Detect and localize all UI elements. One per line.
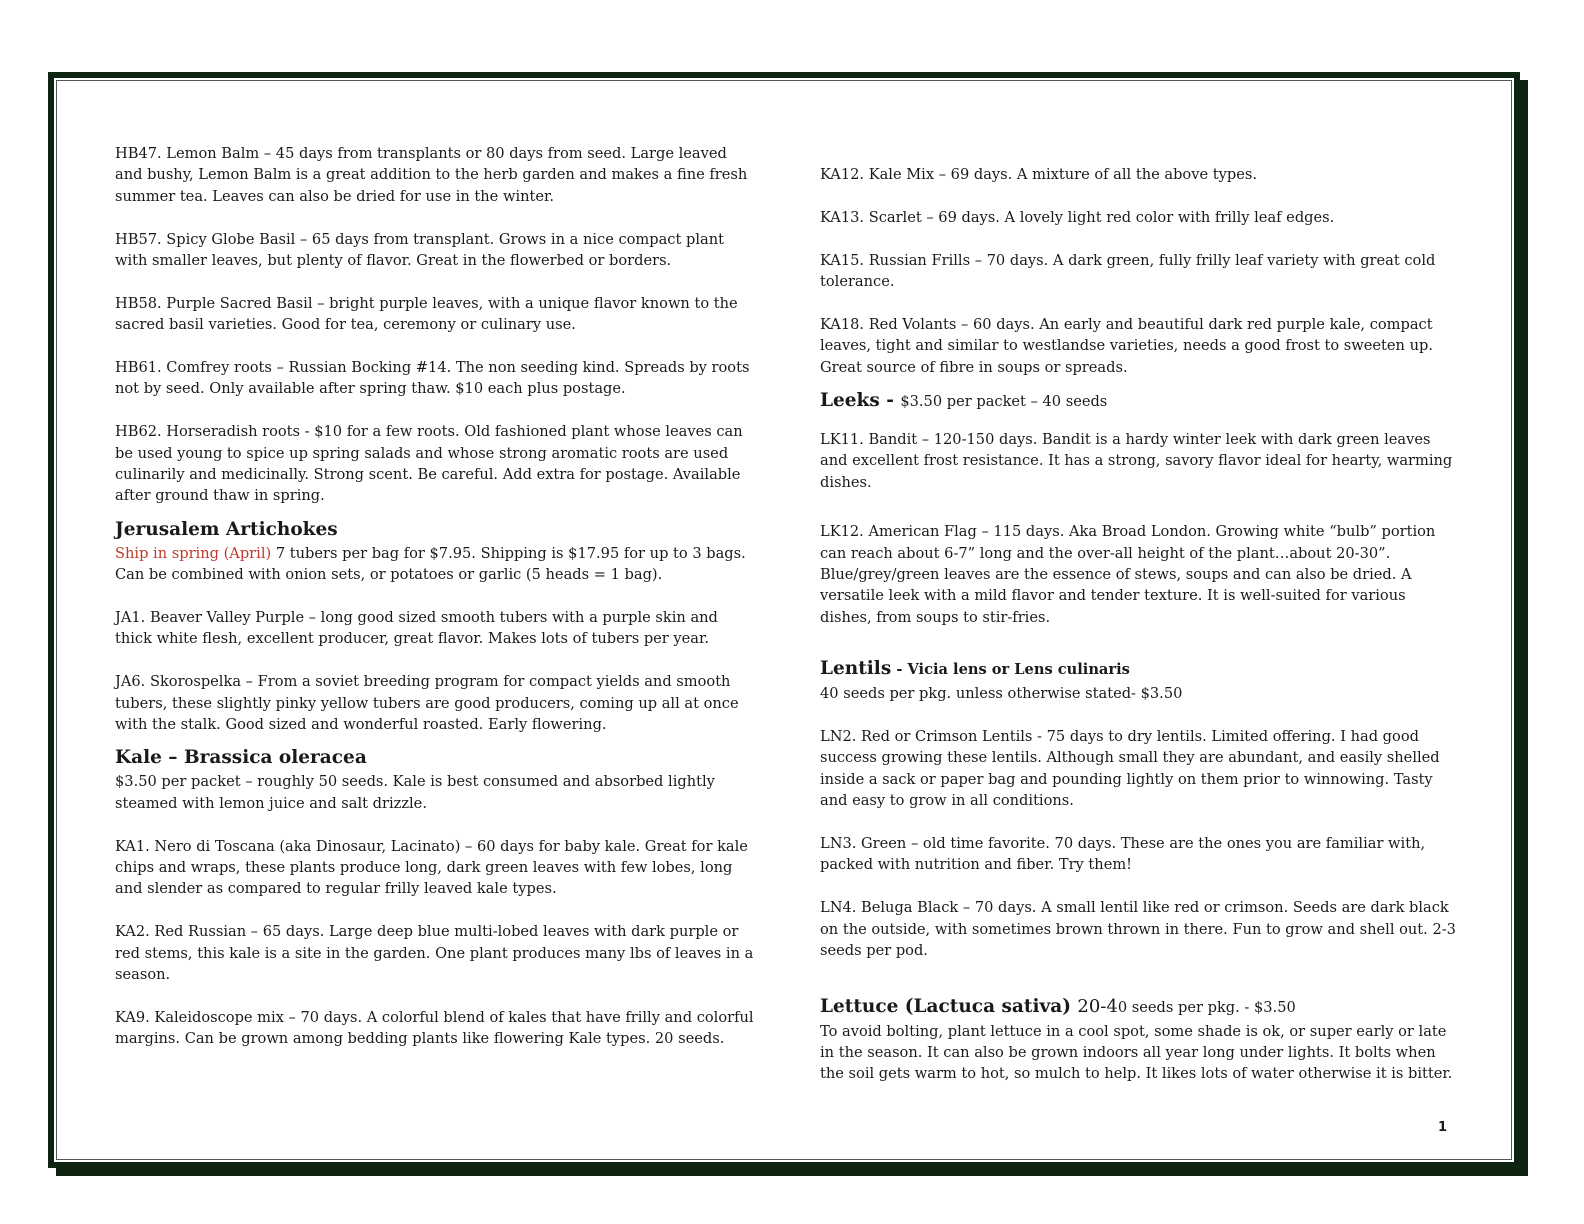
left-column (115, 143, 755, 1071)
item-ka13: KA13. Scarlet – 69 days. A lovely light red color with frilly leaf edges. (820, 208, 1335, 226)
lentils-intro: 40 seeds per pkg. unless otherwise stated- $3.50 (820, 685, 1183, 703)
lettuce-price: 0 seeds per pkg. - $3.50 (1117, 998, 1296, 1016)
lettuce-intro: To avoid bolting, plant lettuce in a cool spot, some shade is ok, or super early or late in the season. It can also be grown indoors all year long under lights. It bolts when the soil gets warm to hot, so mulch to help. It likes lots of water otherwise it is bitter. (820, 1022, 1453, 1083)
jerusalem-artichokes-intro-text: 7 tubers per bag for $7.95. Shipping is $17.95 for up to 3 bags. Can be combined with onion sets, or potatoes or garlic (5 heads = 1 bag). (115, 544, 746, 584)
item-lk11: LK11. Bandit – 120-150 days. Bandit is a hardy winter leek with dark green leaves and excellent frost resistance. It has a strong, savory flavor ideal for hearty, warming dishes. (820, 431, 1453, 491)
item-ja1: JA1. Beaver Valley Purple – long good sized smooth tubers with a purple skin and thick white flesh, excellent producer, great flavor. Makes lots of tubers per year. (115, 609, 718, 648)
item-ka12: KA12. Kale Mix – 69 days. A mixture of all the above types. (820, 166, 1257, 183)
lentils-title: Lentils (820, 658, 892, 680)
item-hb61: HB61. Comfrey roots – Russian Bocking #14. The non seeding kind. Spreads by roots not by seed. Only available after spring thaw. $10 each plus postage. (115, 359, 750, 398)
item-hb62: HB62. Horseradish roots - $10 for a few roots. Old fashioned plant whose leaves can be used young to spice up spring salads and whose strong aromatic roots are used culinarily and medicinally. Strong scent. Be careful. Add extra for postage. Available after ground thaw in spring. (115, 423, 743, 505)
page-number: 1 (1438, 1120, 1448, 1135)
section-heading-jerusalem-artichokes: Jerusalem Artichokes (115, 518, 338, 540)
section-heading-lentils (820, 656, 1460, 683)
item-ka1: KA1. Nero di Toscana (aka Dinosaur, Lacinato) – 60 days for baby kale. Great for kale chips and wraps, these plants produce long, dark green leaves with few lobes, long and slender as compared to regular frilly leaved kale types. (115, 837, 748, 898)
jerusalem-artichokes-intro (115, 543, 755, 586)
section-heading-kale: Kale – Brassica oleracea (115, 747, 367, 769)
item-ln4: LN4. Beluga Black – 70 days. A small lentil like red or crimson. Seeds are dark black on the outside, with sometimes brown thrown in there. Fun to grow and shell out. 2-3 seeds per pod. (820, 899, 1456, 960)
item-ka18: KA18. Red Volants – 60 days. An early and beautiful dark red purple kale, compact leaves, tight and similar to westlandse varieties, needs a good frost to sweeten up. Great source of fibre in soups or spreads. (820, 315, 1433, 376)
lettuce-title: Lettuce (Lactuca sativa) (820, 995, 1078, 1017)
lentils-latin: - Vicia lens or Lens culinaris (891, 661, 1130, 679)
item-ln3: LN3. Green – old time favorite. 70 days. These are the ones you are familiar with, packed with nutrition and fiber. Try them! (820, 835, 1426, 874)
item-ln2: LN2. Red or Crimson Lentils - 75 days to dry lentils. Limited offering. I had good success growing these lentils. Although small they are abundant, and easily shelled inside a sack or paper bag and pounding lightly on them prior to winnowing. Tasty and easy to grow in all conditions. (820, 728, 1440, 810)
item-lk12: LK12. American Flag – 115 days. Aka Broad London. Growing white “bulb” portion can reach about 6-7” long and the over-all height of the plant…about 20-30”. Blue/grey/green leaves are the essence of stews, soups and can also be dried. A versatile leek with a mild flavor and tender texture. It is well-suited for various dishes, from soups to stir-fries. (820, 523, 1436, 626)
leeks-title: Leeks - (820, 390, 901, 412)
item-hb57: HB57. Spicy Globe Basil – 65 days from transplant. Grows in a nice compact plant with smaller leaves, but plenty of flavor. Great in the flowerbed or borders. (115, 230, 724, 270)
item-ja6: JA6. Skorospelka – From a soviet breeding program for compact yields and smooth tubers, these slightly pinky yellow tubers are good producers, coming up all at once with the stalk. Good sized and wonderful roasted. Early flowering. (115, 673, 739, 734)
item-hb58: HB58. Purple Sacred Basil – bright purple leaves, with a unique flavor known to the sacred basil varieties. Good for tea, ceremony or culinary use. (115, 294, 738, 334)
section-heading-lettuce (820, 994, 1460, 1021)
item-ka2: KA2. Red Russian – 65 days. Large deep blue multi-lobed leaves with dark purple or red stems, this kale is a site in the garden. One plant produces many lbs of leaves in a season. (115, 923, 754, 984)
item-ka9: KA9. Kaleidoscope mix – 70 days. A colorful blend of kales that have frilly and colorful margins. Can be grown among bedding plants like flowering Kale types. 20 seeds. (115, 1008, 754, 1048)
leeks-price: $3.50 per packet – 40 seeds (900, 393, 1108, 411)
section-heading-leeks (820, 388, 1460, 415)
item-hb47: HB47. Lemon Balm – 45 days from transplants or 80 days from seed. Large leaved and bushy, Lemon Balm is a great addition to the herb garden and makes a fine fresh summer tea. Leaves can also be dried for use in the winter. (115, 145, 748, 205)
kale-intro: $3.50 per packet – roughly 50 seeds. Kale is best consumed and absorbed lightly steamed with lemon juice and salt drizzle. (115, 773, 715, 812)
ship-notice: Ship in spring (April) (115, 544, 272, 562)
right-column (820, 164, 1460, 1106)
item-ka15: KA15. Russian Frills – 70 days. A dark green, fully frilly leaf variety with great cold tolerance. (820, 251, 1436, 290)
lettuce-count: 20-4 (1077, 995, 1118, 1017)
